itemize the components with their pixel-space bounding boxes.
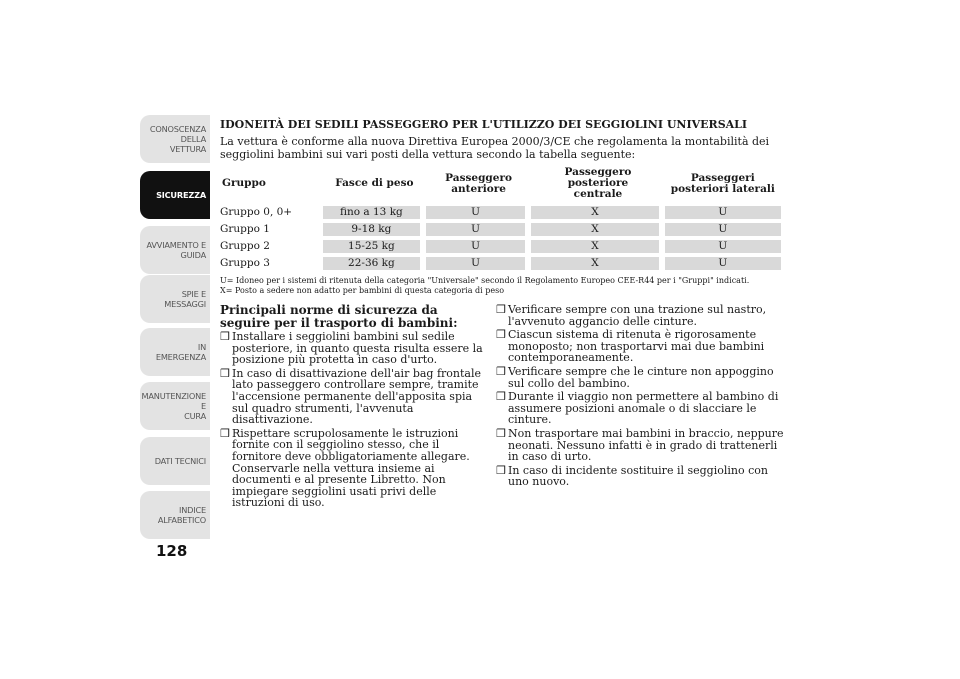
rule-item — [496, 391, 786, 426]
checkbox-bullet-icon: ❒ — [220, 366, 230, 380]
table-cell: 15-25 kg — [323, 240, 426, 253]
tab-manutenzione-e-cura[interactable] — [140, 382, 210, 430]
main-content — [220, 118, 784, 510]
table-cell: U — [426, 257, 531, 270]
rule-item — [496, 428, 786, 463]
page-number: 128 — [156, 542, 188, 560]
table-cell: X — [531, 240, 664, 253]
checkbox-bullet-icon: ❒ — [496, 328, 506, 342]
table-header-row — [220, 167, 781, 202]
checkbox-bullet-icon: ❒ — [496, 463, 506, 477]
tab-label: CONOSCENZA DELLA VETTURA — [149, 124, 206, 154]
rule-item — [496, 465, 786, 488]
rule-item — [220, 331, 490, 366]
tab-spie-e-messaggi[interactable] — [140, 275, 210, 323]
tab-label: MANUTENZIONE E CURA — [141, 391, 206, 421]
group-cell: Gruppo 2 — [220, 240, 270, 252]
group-cell: Gruppo 0, 0+ — [220, 206, 293, 218]
tab-label: DATI TECNICI — [154, 456, 206, 466]
checkbox-bullet-icon: ❒ — [496, 364, 506, 378]
tab-avviamento-e-guida[interactable] — [140, 226, 210, 274]
table-notes — [220, 276, 782, 296]
table-cell: U — [665, 257, 781, 270]
rule-text: Verificare sempre con una trazione sul nastro, l'avvenuto aggancio delle cinture. — [508, 303, 767, 328]
tab-label: SICUREZZA — [156, 190, 206, 200]
table-cell: X — [531, 206, 664, 219]
table-header-cell: Passeggero posteriore centrale — [564, 166, 632, 200]
checkbox-bullet-icon: ❒ — [496, 303, 506, 316]
tab-label: INDICE ALFABETICO — [157, 505, 206, 525]
table-note: X= Posto a sedere non adatto per bambini di questa categoria di peso — [220, 286, 505, 295]
table-cell: 9-18 kg — [323, 223, 426, 236]
rule-text: Rispettare scrupolosamente le istruzioni fornite con il seggiolino stesso, che il fornitore deve obbligatoriamente allegare. Conservarle nella vettura insieme ai documenti e al presente Libretto. Non impiegare seggiolini usati privi delle istruzioni di uso. — [232, 426, 470, 510]
section-title: IDONEITÀ DEI SEDILI PASSEGGERO PER L'UTILIZZO DEI SEGGIOLINI UNIVERSALI — [220, 118, 748, 131]
tab-in-emergenza[interactable] — [140, 328, 210, 376]
rules-left-column — [220, 304, 490, 511]
rule-text: Installare i seggiolini bambini sul sedile posteriore, in quanto questa risulta essere la posizione più protetta in caso d'urto. — [232, 330, 483, 367]
rule-item — [496, 329, 786, 364]
tab-label: AVVIAMENTO E GUIDA — [146, 240, 206, 260]
table-cell: 22-36 kg — [323, 257, 426, 270]
rule-item — [496, 366, 786, 389]
table-row — [220, 240, 781, 253]
rule-text: In caso di incidente sostituire il seggiolino con uno nuovo. — [508, 463, 768, 489]
tab-conoscenza-della-vettura[interactable] — [140, 115, 210, 163]
intro-paragraph: La vettura è conforme alla nuova Direttiva Europea 2000/3/CE che regolamenta la montabilità dei seggiolini bambini sui vari posti della vettura secondo la tabella seguente: — [220, 135, 770, 161]
table-row — [220, 223, 781, 236]
rule-text: Verificare sempre che le cinture non appoggino sul collo del bambino. — [508, 364, 774, 390]
group-cell: Gruppo 1 — [220, 223, 270, 235]
rules-title: Principali norme di sicurezza da seguire per il trasporto di bambini: — [220, 303, 458, 330]
table-cell: U — [665, 240, 781, 253]
table-cell: U — [426, 223, 531, 236]
table-cell: U — [426, 240, 531, 253]
tab-label: IN EMERGENZA — [155, 342, 206, 362]
checkbox-bullet-icon: ❒ — [496, 390, 506, 404]
table-row — [220, 257, 781, 270]
table-note: U= Idoneo per i sistemi di ritenuta della categoria "Universale" secondo il Regolamento Europeo CEE-R44 per i "Gruppi" indicati. — [220, 276, 750, 285]
rule-item — [496, 304, 786, 327]
rule-text: In caso di disattivazione dell'air bag frontale lato passeggero controllare sempre, tramite l'accensione permanente dell'apposita spia sul quadro strumenti, l'avvenuta disattivazione. — [232, 366, 482, 427]
checkbox-bullet-icon: ❒ — [220, 330, 230, 343]
seat-suitability-table — [220, 163, 781, 274]
table-body — [220, 206, 781, 270]
table-cell: X — [531, 223, 664, 236]
table-row — [220, 206, 781, 219]
table-cell: fino a 13 kg — [323, 206, 426, 219]
rule-text: Ciascun sistema di ritenuta è rigorosamente monoposto; non trasportarvi mai due bambini contemporaneamente. — [508, 328, 765, 365]
table-header-cell: Fasce di peso — [335, 177, 414, 189]
rule-item — [220, 428, 490, 509]
checkbox-bullet-icon: ❒ — [220, 426, 230, 440]
rule-item — [220, 368, 490, 426]
rule-text: Durante il viaggio non permettere al bambino di assumere posizioni anomale o di slacciare le cinture. — [508, 390, 779, 427]
checkbox-bullet-icon: ❒ — [496, 426, 506, 440]
table-header-cell: Passeggero anteriore — [445, 171, 512, 195]
table-header-cell: Passeggeri posteriori laterali — [670, 171, 775, 195]
tab-sicurezza[interactable] — [140, 171, 210, 219]
rules-right-column — [496, 304, 786, 490]
rule-text: Non trasportare mai bambini in braccio, neppure neonati. Nessuno infatti è in grado di trattenerli in caso di urto. — [508, 426, 784, 464]
tab-label: SPIE E MESSAGGI — [164, 289, 206, 309]
table-cell: U — [426, 206, 531, 219]
table-header-cell: Gruppo — [222, 177, 266, 189]
table-cell: U — [665, 206, 781, 219]
tab-indice-alfabetico[interactable] — [140, 491, 210, 539]
table-cell: X — [531, 257, 664, 270]
tab-dati-tecnici[interactable] — [140, 437, 210, 485]
table-cell: U — [665, 223, 781, 236]
group-cell: Gruppo 3 — [220, 257, 270, 269]
